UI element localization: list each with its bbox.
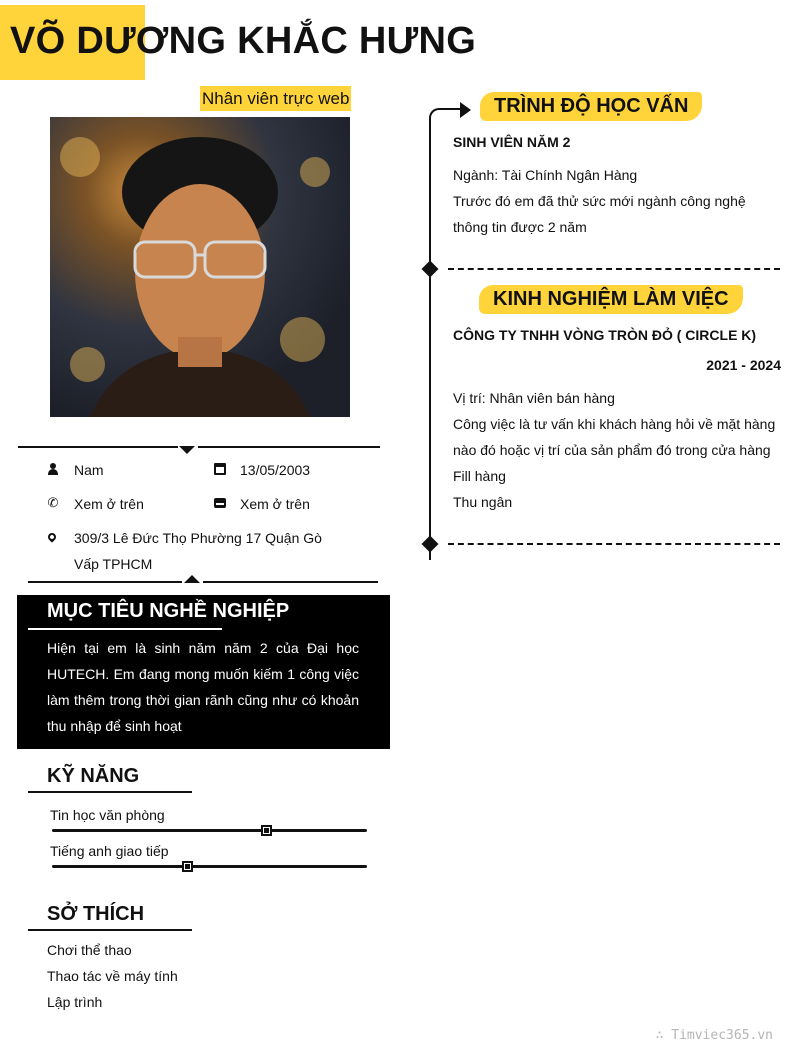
email-value: Xem ở trên bbox=[240, 496, 310, 512]
birthday-value: 13/05/2003 bbox=[240, 462, 311, 478]
work-position: Vị trí: Nhân viên bán hàng bbox=[453, 390, 615, 406]
skill-bar bbox=[52, 865, 367, 868]
mail-icon bbox=[213, 496, 227, 510]
location-pin-icon bbox=[45, 530, 59, 544]
job-title: Nhân viên trực web bbox=[200, 86, 351, 111]
timeline-arrow-line bbox=[429, 108, 461, 122]
person-silhouette bbox=[50, 117, 350, 417]
hobby-item: Thao tác về máy tính bbox=[47, 968, 178, 984]
candidate-name: VÕ DƯƠNG KHẮC HƯNG bbox=[10, 20, 477, 62]
divider-arrow bbox=[179, 446, 195, 454]
divider-line bbox=[198, 446, 380, 448]
work-task: Thu ngân bbox=[453, 494, 513, 510]
dashed-separator bbox=[448, 543, 780, 545]
objective-text: Hiện tại em là sinh năm năm 2 của Đại học HUTECH. Em đang mong muốn kiếm 1 công việc làm thêm trong thời gian rãnh cũng như có khoản thu nhập để sinh hoạt bbox=[47, 640, 359, 734]
timeline-diamond bbox=[422, 536, 439, 553]
work-period: 2021 - 2024 bbox=[706, 357, 781, 373]
timeline-arrowhead bbox=[460, 102, 471, 118]
divider-line bbox=[28, 581, 182, 583]
dashed-separator bbox=[448, 268, 780, 270]
company-name: CÔNG TY TNHH VÒNG TRÒN ĐỎ ( CIRCLE K) bbox=[453, 327, 757, 343]
experience-title: KINH NGHIỆM LÀM VIỆC bbox=[479, 285, 743, 314]
education-major: Ngành: Tài Chính Ngân Hàng bbox=[453, 167, 638, 183]
divider-arrow bbox=[184, 575, 200, 583]
phone-icon: ✆ bbox=[47, 495, 59, 510]
objective-title: MỤC TIÊU NGHỀ NGHIỆP bbox=[47, 600, 290, 622]
phone-value: Xem ở trên bbox=[74, 496, 144, 512]
skill-bar bbox=[52, 829, 367, 832]
skills-title: KỸ NĂNG bbox=[47, 765, 140, 787]
work-task: Fill hàng bbox=[453, 468, 506, 484]
timeline-diamond bbox=[422, 261, 439, 278]
skills-underline bbox=[28, 791, 192, 793]
hobby-item: Chơi thể thao bbox=[47, 942, 132, 958]
gender-value: Nam bbox=[74, 462, 104, 478]
skill-name: Tiếng anh giao tiếp bbox=[50, 843, 169, 859]
skill-level-marker bbox=[261, 825, 272, 836]
hobbies-title: SỞ THÍCH bbox=[47, 903, 145, 925]
work-description: Công việc là tư vấn khi khách hàng hỏi về mặt hàng nào đó hoặc vị trí của sản phẩm đó trong cửa hàng bbox=[453, 416, 776, 458]
watermark: ∴ Timviec365.vn bbox=[655, 1028, 773, 1043]
career-objective-section bbox=[17, 595, 390, 749]
user-icon bbox=[46, 462, 60, 476]
education-subtitle: SINH VIÊN NĂM 2 bbox=[453, 134, 571, 150]
objective-underline bbox=[28, 628, 222, 630]
skill-level-marker bbox=[182, 861, 193, 872]
timeline-line bbox=[429, 120, 431, 560]
hobby-item: Lập trình bbox=[47, 994, 103, 1010]
calendar-icon bbox=[213, 462, 227, 476]
profile-photo bbox=[50, 117, 350, 417]
divider-line bbox=[18, 446, 178, 448]
watermark-text: Timviec365.vn bbox=[671, 1028, 773, 1043]
education-title: TRÌNH ĐỘ HỌC VẤN bbox=[480, 92, 702, 121]
skill-name: Tin học văn phòng bbox=[50, 807, 165, 823]
divider-line bbox=[203, 581, 378, 583]
hobbies-underline bbox=[28, 929, 192, 931]
education-note: Trước đó em đã thử sức mới ngành công nghệ thông tin được 2 năm bbox=[453, 193, 746, 235]
address-value: 309/3 Lê Đức Thọ Phường 17 Quận Gò Vấp TPHCM bbox=[74, 530, 322, 572]
